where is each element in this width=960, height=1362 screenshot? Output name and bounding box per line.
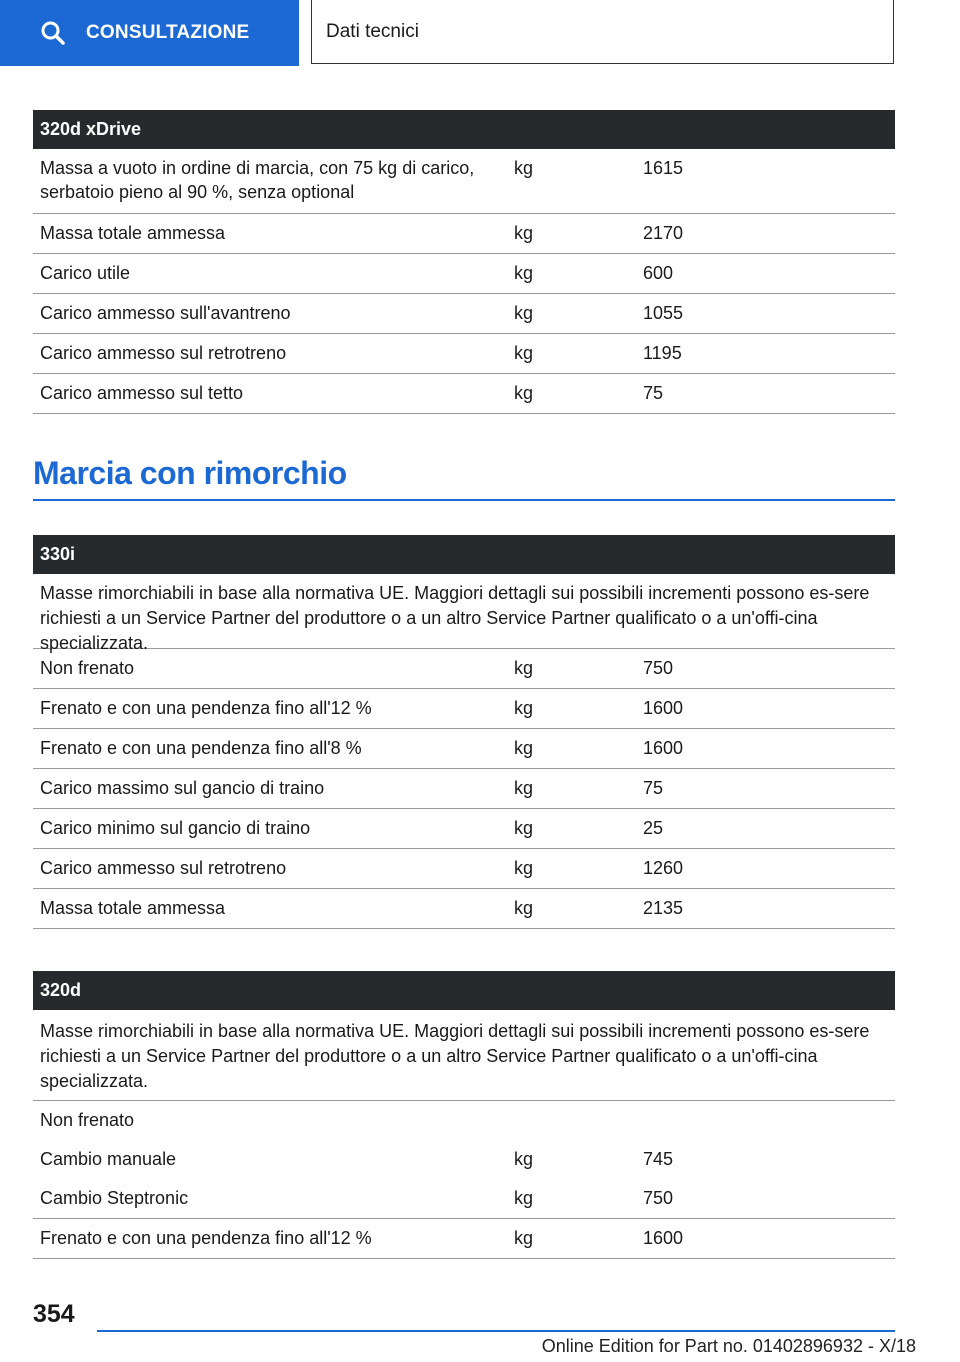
row-label: Massa a vuoto in ordine di marcia, con 75 kg di carico, serbatoio pieno al 90 %, senza optional <box>40 158 475 202</box>
row-group-label: Non frenato <box>40 1110 135 1130</box>
table-title: 320d xDrive <box>33 110 895 149</box>
table-row <box>33 1219 895 1259</box>
table-row <box>33 294 895 334</box>
table-row <box>33 689 895 729</box>
row-label: Carico massimo sul gancio di traino <box>40 778 325 798</box>
row-unit: kg <box>514 738 534 758</box>
table-row <box>33 254 895 294</box>
row-value: 1055 <box>643 303 684 323</box>
table-row <box>33 1179 895 1219</box>
section-tab[interactable] <box>311 0 894 64</box>
trailer-table-320d <box>33 971 895 1259</box>
row-label: Carico utile <box>40 263 131 283</box>
row-value: 600 <box>643 263 674 283</box>
table-row <box>33 729 895 769</box>
trailer-table-330i <box>33 535 895 929</box>
row-unit: kg <box>514 1149 534 1169</box>
row-unit: kg <box>514 263 534 283</box>
row-value: 750 <box>643 1188 674 1208</box>
row-label: Massa totale ammessa <box>40 898 226 918</box>
row-label: Carico ammesso sul tetto <box>40 383 244 403</box>
row-unit: kg <box>514 658 534 678</box>
row-label: Non frenato <box>40 658 135 678</box>
table-title: 330i <box>33 535 895 574</box>
consultazione-button[interactable] <box>0 0 299 66</box>
row-value: 1600 <box>643 1228 684 1248</box>
footer-divider <box>97 1330 895 1332</box>
row-value: 1615 <box>643 158 684 178</box>
row-label: Frenato e con una pendenza fino all'8 % <box>40 738 362 758</box>
row-unit: kg <box>514 1188 534 1208</box>
row-value: 1600 <box>643 698 684 718</box>
row-unit: kg <box>514 698 534 718</box>
footer-edition: Online Edition for Part no. 01402896932 - X/18 <box>541 1336 916 1356</box>
row-label: Massa totale ammessa <box>40 223 226 243</box>
table-row <box>33 149 895 214</box>
table-note: Masse rimorchiabili in base alla normativa UE. Maggiori dettagli sui possibili incrementi possono es-sere richiesti a un Service Partner del produttore o a un altro Service Partner qualificato o a un'offi-cina specializzata. <box>33 1010 895 1101</box>
row-unit: kg <box>514 778 534 798</box>
table-note: Masse rimorchiabili in base alla normativa UE. Maggiori dettagli sui possibili incrementi possono es-sere richiesti a un Service Partner del produttore o a un altro Service Partner qualificato o a un'offi-cina specializzata. <box>33 574 895 649</box>
table-row <box>33 769 895 809</box>
row-value: 75 <box>643 383 664 403</box>
row-label: Cambio manuale <box>40 1149 177 1169</box>
row-label: Frenato e con una pendenza fino all'12 % <box>40 698 372 718</box>
table-row <box>33 1101 895 1140</box>
table-row <box>33 849 895 889</box>
header <box>0 0 960 66</box>
search-icon <box>40 20 66 46</box>
row-value: 1260 <box>643 858 684 878</box>
row-value: 2170 <box>643 223 684 243</box>
table-row <box>33 889 895 929</box>
consultazione-label: CONSULTAZIONE <box>86 22 250 43</box>
row-unit: kg <box>514 303 534 323</box>
row-value: 75 <box>643 778 664 798</box>
table-row <box>33 374 895 414</box>
table-row <box>33 1140 895 1179</box>
page-number: 354 <box>33 1300 75 1328</box>
weights-table <box>33 110 895 414</box>
table-row <box>33 214 895 254</box>
table-row <box>33 334 895 374</box>
row-unit: kg <box>514 858 534 878</box>
table-row <box>33 809 895 849</box>
row-value: 1195 <box>643 343 682 363</box>
row-label: Carico minimo sul gancio di traino <box>40 818 311 838</box>
row-value: 745 <box>643 1149 674 1169</box>
row-label: Cambio Steptronic <box>40 1188 189 1208</box>
table-title: 320d <box>33 971 895 1010</box>
row-label: Carico ammesso sull'avantreno <box>40 303 291 323</box>
row-unit: kg <box>514 343 534 363</box>
section-title: Dati tecnici <box>326 20 419 42</box>
row-unit: kg <box>514 1228 534 1248</box>
row-value: 750 <box>643 658 674 678</box>
row-label: Frenato e con una pendenza fino all'12 % <box>40 1228 372 1248</box>
row-unit: kg <box>514 383 534 403</box>
row-unit: kg <box>514 223 534 243</box>
row-value: 1600 <box>643 738 684 758</box>
row-unit: kg <box>514 158 534 178</box>
row-value: 25 <box>643 818 664 838</box>
row-value: 2135 <box>643 898 684 918</box>
row-unit: kg <box>514 898 534 918</box>
row-label: Carico ammesso sul retrotreno <box>40 343 287 363</box>
row-label: Carico ammesso sul retrotreno <box>40 858 287 878</box>
section-heading: Marcia con rimorchio <box>33 455 895 501</box>
row-unit: kg <box>514 818 534 838</box>
table-row <box>33 649 895 689</box>
